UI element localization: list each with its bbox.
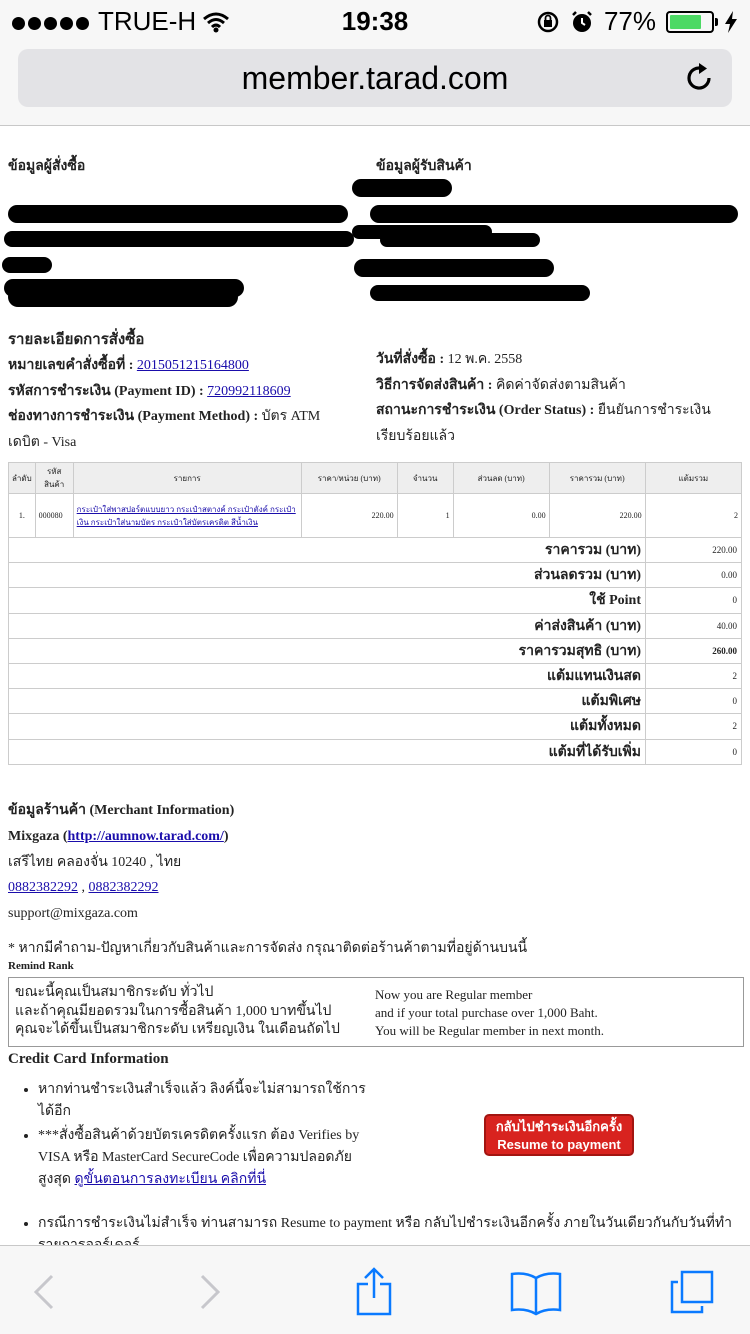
- address-bar-area: [0, 40, 750, 126]
- share-icon[interactable]: [350, 1268, 398, 1316]
- cell-discount: 0.00: [453, 494, 549, 538]
- cell-points: 2: [645, 494, 741, 538]
- rank-thai: [15, 984, 340, 1040]
- order-heading: รายละเอียดการสั่งซื้อ: [8, 332, 145, 348]
- carrier-name: TRUE-H: [98, 6, 197, 36]
- shipping-label: วิธีการจัดส่งสินค้า :: [376, 377, 493, 393]
- recipient-heading: ข้อมูลผู้รับสินค้า: [376, 159, 472, 174]
- totals-label: แต้มพิเศษ: [9, 689, 646, 714]
- address-bar[interactable]: [18, 49, 732, 107]
- forward-icon[interactable]: [186, 1268, 234, 1316]
- totals-value: 0: [646, 588, 742, 613]
- order-status-value-2: เรียบร้อยแล้ว: [376, 428, 455, 444]
- back-icon[interactable]: [20, 1268, 68, 1316]
- list-item: [38, 1125, 368, 1191]
- merchant-url-link[interactable]: http://aumnow.tarad.com/: [67, 829, 224, 844]
- totals-label: แต้มที่ได้รับเพิ่ม: [9, 739, 646, 764]
- payment-id-link[interactable]: 720992118609: [207, 383, 291, 399]
- totals-value: 0: [646, 689, 742, 714]
- status-right: [536, 6, 738, 37]
- alarm-icon: [570, 10, 594, 34]
- rank-thai-line: คุณจะได้ขึ้นเป็นสมาชิกระดับ เหรียญเงิน ในเดือนถัดไป: [15, 1022, 340, 1037]
- cell-code: 000080: [35, 494, 73, 538]
- order-status-value: ยืนยันการชำระเงิน: [597, 403, 711, 418]
- page-content: [0, 127, 750, 1245]
- rank-thai-line: ขณะนี้คุณเป็นสมาชิกระดับ ทั่วไป: [15, 985, 214, 1000]
- merchant-phone-2[interactable]: 0882382292: [88, 880, 159, 895]
- totals-label: ราคารวม (บาท): [9, 538, 646, 563]
- totals-label: ค่าส่งสินค้า (บาท): [9, 613, 646, 638]
- totals-label: ส่วนลดรวม (บาท): [9, 563, 646, 588]
- col-header: รายการ: [73, 463, 301, 494]
- rank-english: [375, 986, 604, 1040]
- cell-price: 220.00: [301, 494, 397, 538]
- totals-row: [9, 714, 742, 739]
- payment-method-label: ช่องทางการชำระเงิน (Payment Method) :: [8, 409, 259, 424]
- totals-row: [9, 739, 742, 764]
- table-row: [9, 494, 742, 538]
- tabs-icon[interactable]: [668, 1268, 716, 1316]
- credit-card-heading: Credit Card Information: [8, 1051, 169, 1067]
- rank-box: [8, 977, 744, 1047]
- order-number-label: หมายเลขคำสั่งซื้อที่ :: [8, 358, 134, 373]
- payment-method-value-2: เดบิต - Visa: [8, 434, 77, 450]
- bullet-text: ***สั่งซื้อสินค้าด้วยบัตรเครดิตครั้งแรก ต้อง Verifies by VISA หรือ MasterCard SecureCode เพื่อความปลอดภัยสูงสุด: [38, 1128, 360, 1187]
- product-link[interactable]: กระเป๋าใส่พาสปอร์ตแบบยาว กระเป๋าสตางค์ กระเป๋าตังค์ กระเป๋าเงิน กระเป๋าใส่นามบัตร กระเป๋าใส่บัตรเครดิต สีน้ำเงิน: [76, 504, 296, 527]
- order-right: [376, 347, 746, 449]
- buyer-heading: ข้อมูลผู้สั่งซื้อ: [8, 159, 86, 174]
- totals-row: [9, 563, 742, 588]
- merchant-phone-1[interactable]: 0882382292: [8, 880, 78, 895]
- totals-value: 2: [646, 663, 742, 688]
- rank-english-line: and if your total purchase over 1,000 Baht.: [375, 1005, 598, 1020]
- items-header-row: [9, 463, 742, 494]
- totals-label: แต้มแทนเงินสด: [9, 663, 646, 688]
- merchant-note: * หากมีคำถาม-ปัญหาเกี่ยวกับสินค้าและการจัดส่ง กรุณาติดต่อร้านค้าตามที่อยู่ด้านบนนี้: [8, 941, 528, 956]
- register-steps-link[interactable]: ดูขั้นตอนการลงทะเบียน คลิกที่นี่: [74, 1172, 267, 1187]
- list-item: • หากท่านชำระเงินสำเร็จแล้ว ลิงค์นี้จะไม่สามารถใช้การได้อีก: [38, 1079, 368, 1123]
- col-header: ราคา/หน่วย (บาท): [301, 463, 397, 494]
- cell-total: 220.00: [549, 494, 645, 538]
- list-item: • กรณีการชำระเงินไม่สำเร็จ ท่านสามารถ Resume to payment หรือ กลับไปชำระเงินอีกครั้ง ภายในวันเดียวกันกับวันที่ทำ: [38, 1213, 746, 1257]
- url-text[interactable]: member.tarad.com: [241, 60, 509, 96]
- totals-row: [9, 638, 742, 663]
- col-header: จำนวน: [397, 463, 453, 494]
- merchant-info: Mixgaza (http://aumnow.tarad.com/) เสรีไทย คลองจั่น 10240 , ไทย 0882382292 , 0882382292 support@mixgaza.com: [8, 824, 229, 926]
- order-left: [8, 353, 358, 455]
- totals-value: 260.00: [646, 638, 742, 663]
- col-header: ลำดับ: [9, 463, 36, 494]
- merchant-heading: ข้อมูลร้านค้า (Merchant Information): [8, 803, 235, 818]
- cell-no: 1.: [9, 494, 36, 538]
- col-header: รหัสสินค้า: [35, 463, 73, 494]
- order-date-label: วันที่สั่งซื้อ :: [376, 352, 445, 367]
- browser-toolbar: [0, 1245, 750, 1334]
- merchant-name: Mixgaza: [8, 829, 60, 844]
- payment-id-label: รหัสการชำระเงิน (Payment ID) :: [8, 383, 204, 399]
- col-header: แต้มรวม: [645, 463, 741, 494]
- totals-label: ราคารวมสุทธิ (บาท): [9, 638, 646, 663]
- order-status-label: สถานะการชำระเงิน (Order Status) :: [376, 403, 595, 418]
- credit-card-list: [38, 1079, 368, 1193]
- clock: 19:38: [341, 6, 409, 36]
- totals-value: 40.00: [646, 613, 742, 638]
- bookmarks-icon[interactable]: [508, 1268, 564, 1316]
- shipping-value: คิดค่าจัดส่งตามสินค้า: [495, 377, 626, 393]
- totals-value: 0.00: [646, 563, 742, 588]
- status-bar: [0, 0, 750, 40]
- rank-thai-line: และถ้าคุณมียอดรวมในการซื้อสินค้า 1,000 บาทขึ้นไป: [15, 1003, 332, 1019]
- lock-rotation-icon: [536, 10, 560, 34]
- cell-qty: 1: [397, 494, 453, 538]
- totals-table: [8, 537, 742, 765]
- totals-label: แต้มทั้งหมด: [9, 714, 646, 739]
- button-label-en: Resume to payment: [497, 1137, 621, 1152]
- col-header: ราคารวม (บาท): [549, 463, 645, 494]
- rank-english-line: You will be Regular member in next month.: [375, 1023, 605, 1038]
- totals-row: [9, 663, 742, 688]
- totals-row: [9, 689, 742, 714]
- merchant-address: เสรีไทย คลองจั่น 10240 , ไทย: [8, 854, 182, 870]
- totals-label: ใช้ Point: [9, 588, 646, 613]
- totals-value: 0: [646, 739, 742, 764]
- totals-row: [9, 588, 742, 613]
- rank-english-line: Now you are Regular member: [375, 987, 533, 1002]
- rank-heading: Remind Rank: [8, 960, 74, 972]
- battery-percent: 77%: [603, 6, 656, 36]
- reload-icon[interactable]: [682, 61, 716, 95]
- order-date-value: 12 พ.ค. 2558: [447, 352, 523, 367]
- totals-value: 220.00: [646, 538, 742, 563]
- order-number-link[interactable]: 2015051215164800: [136, 358, 249, 373]
- items-table: [8, 462, 742, 538]
- totals-row: [9, 538, 742, 563]
- charging-icon: [724, 10, 738, 34]
- button-label-th: กลับไปชำระเงินอีกครั้ง: [495, 1119, 623, 1134]
- totals-row: [9, 613, 742, 638]
- totals-value: 2: [646, 714, 742, 739]
- payment-method-value: บัตร ATM: [261, 409, 321, 424]
- col-header: ส่วนลด (บาท): [453, 463, 549, 494]
- battery-icon: [666, 11, 714, 33]
- merchant-email: support@mixgaza.com: [8, 905, 138, 921]
- resume-payment-button[interactable]: [484, 1114, 634, 1156]
